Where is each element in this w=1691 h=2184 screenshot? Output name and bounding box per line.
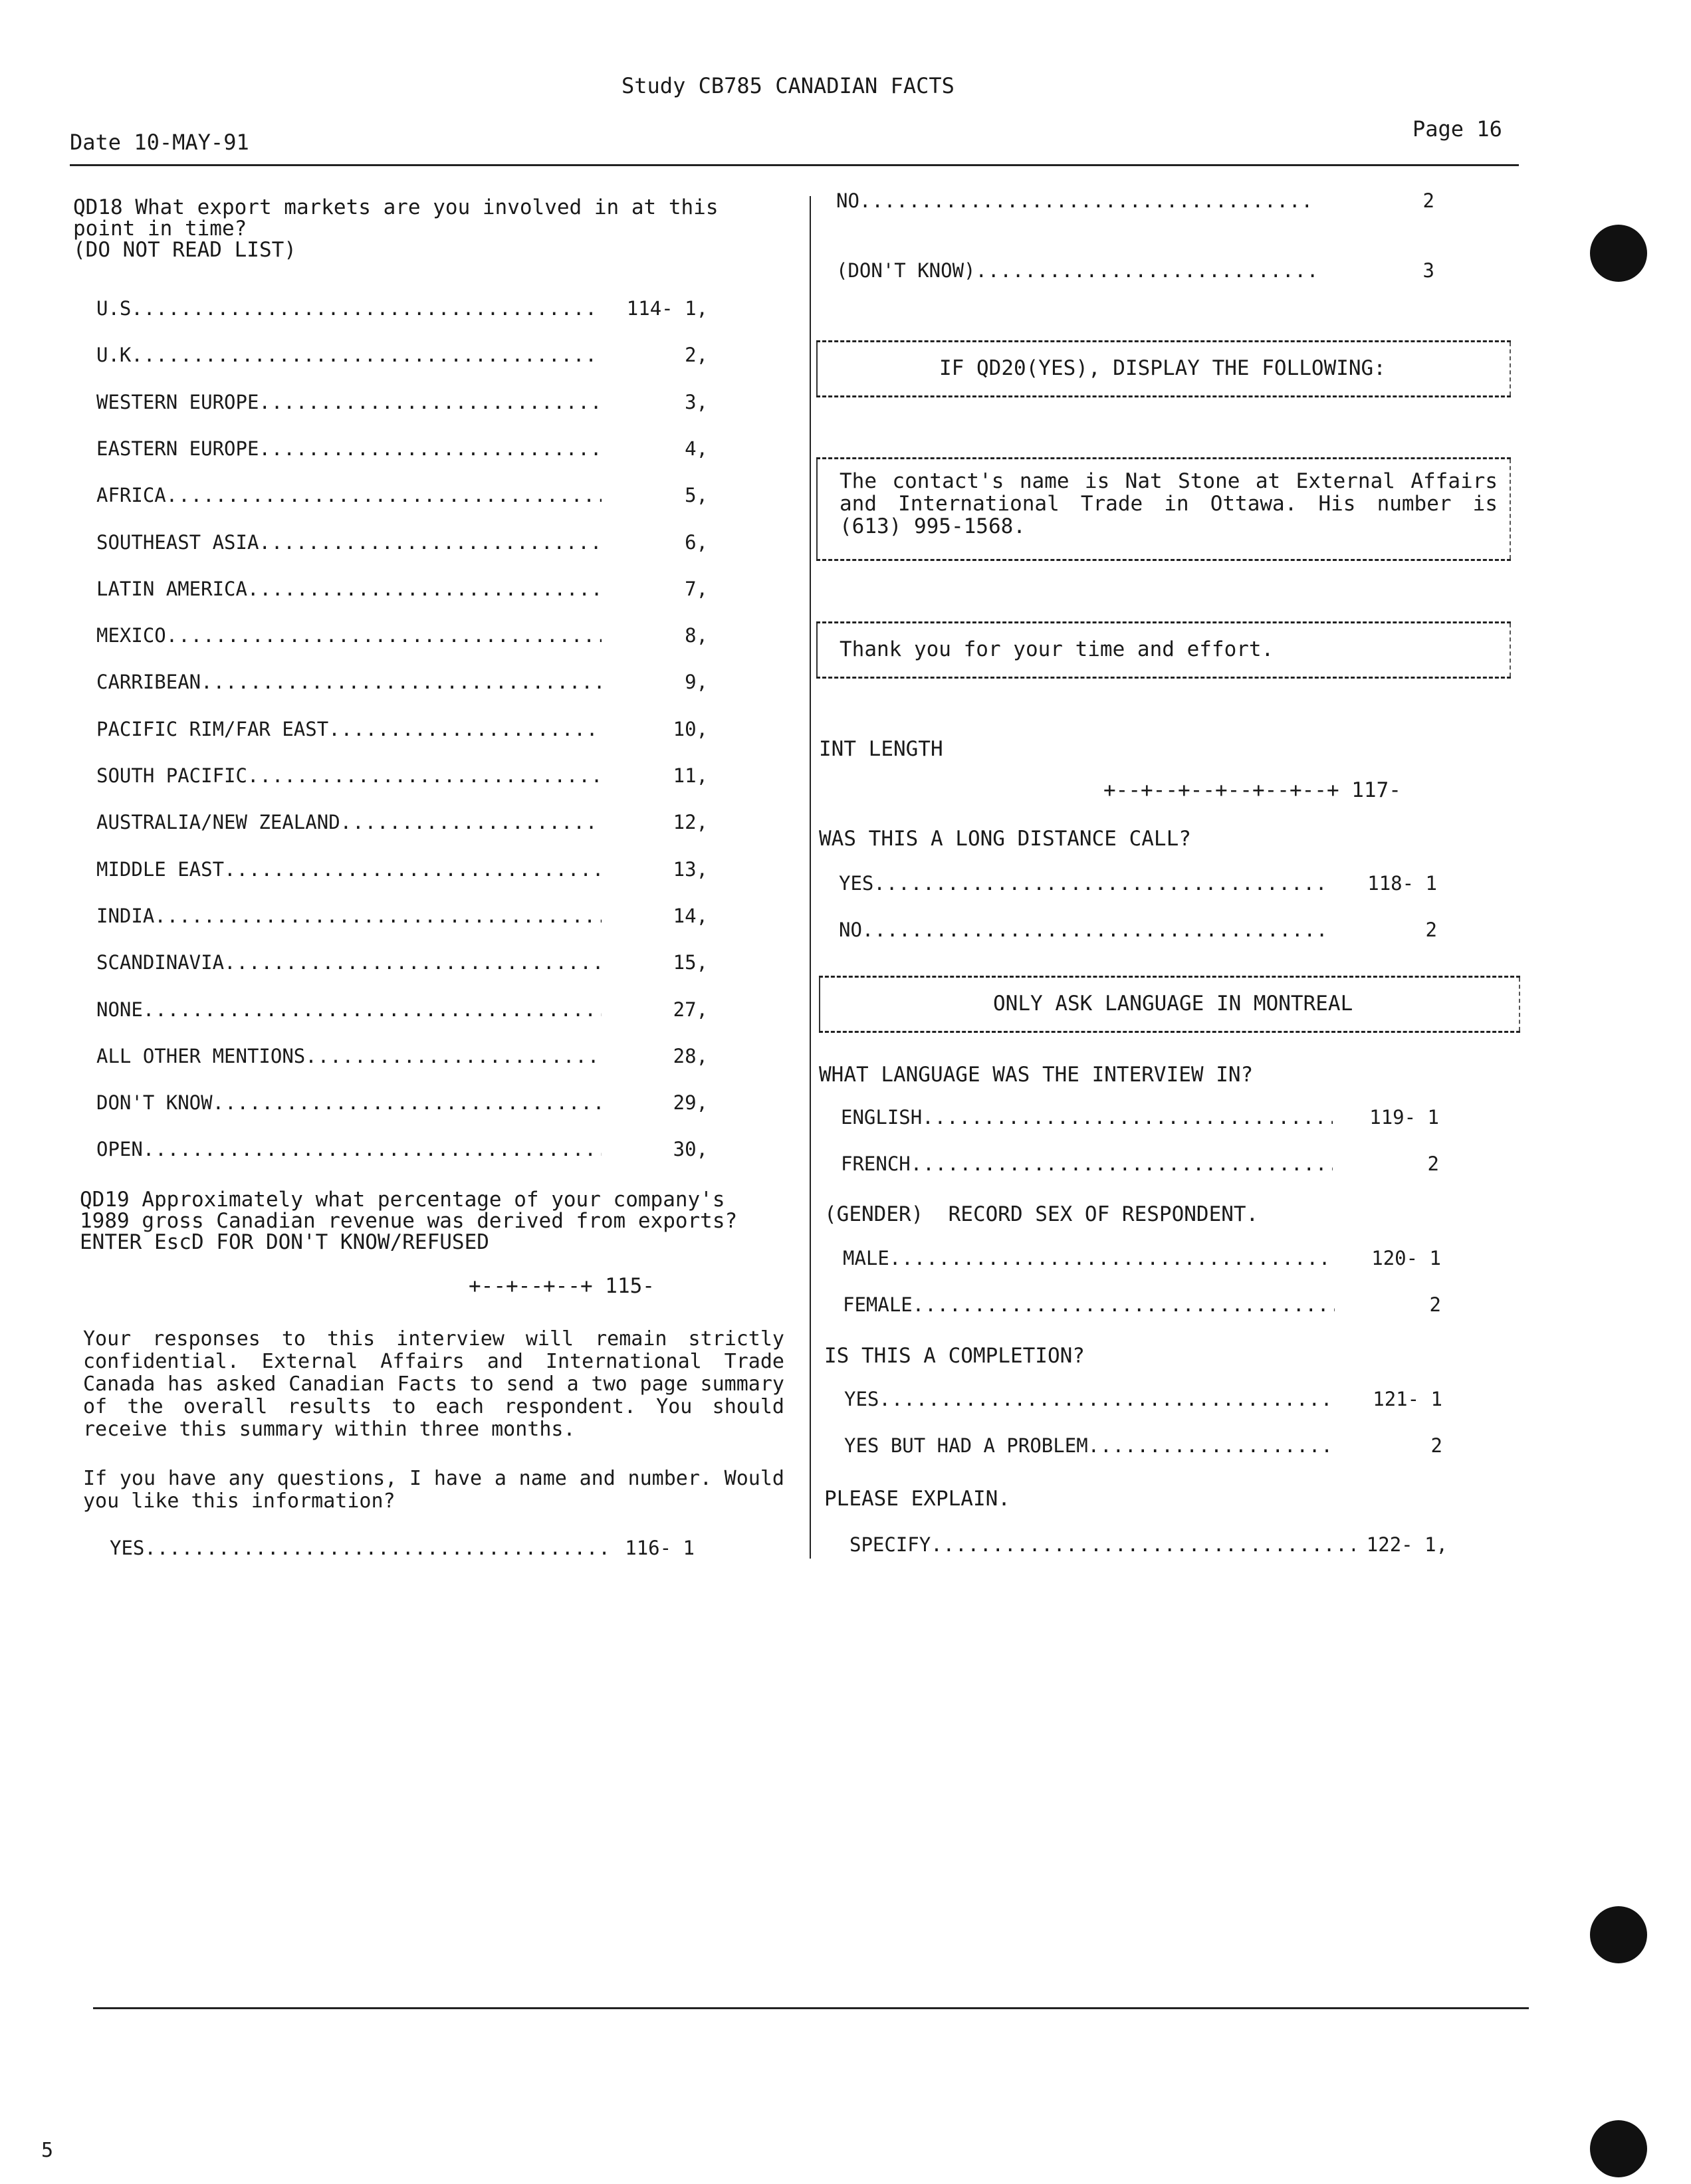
completion-question: IS THIS A COMPLETION? (824, 1344, 1085, 1368)
q18-option[interactable] (96, 905, 708, 927)
option-label: U.S (96, 297, 132, 320)
option-label: SCANDINAVIA (96, 951, 225, 974)
page-number: Page 16 (1412, 116, 1502, 142)
leader-dots (131, 297, 602, 320)
option-label: YES (839, 872, 874, 895)
option-code: 10, (673, 717, 708, 740)
option-label: DON'T KNOW (96, 1091, 213, 1115)
option-label: WESTERN EUROPE (96, 390, 259, 413)
leader-dots (862, 919, 1331, 941)
leader-dots (166, 624, 602, 647)
leader-dots (305, 1045, 602, 1067)
leader-dots (224, 951, 602, 974)
option-label: MEXICO (96, 624, 166, 647)
footer-rule (93, 2007, 1529, 2009)
display-instruction-text: IF QD20(YES), DISPLAY THE FOLLOWING: (939, 356, 1386, 380)
option-label: U.K (96, 344, 132, 367)
leader-dots (201, 671, 602, 693)
option-code: 6, (685, 530, 708, 554)
punch-hole-mark (1590, 2120, 1647, 2177)
q19-question-line1: QD19 Approximately what percentage of your company's (80, 1188, 725, 1212)
option-code: 120- 1 (1371, 1247, 1441, 1269)
q18-option[interactable] (96, 531, 708, 554)
q18-option[interactable] (96, 484, 708, 506)
option-code: 4, (685, 437, 708, 460)
leader-dots (213, 1091, 602, 1114)
leader-dots (143, 998, 602, 1021)
q18-option[interactable] (96, 951, 708, 974)
contact-info-box (816, 457, 1511, 561)
option-label: EASTERN EUROPE (96, 437, 259, 460)
option-label: OPEN (96, 1138, 143, 1161)
option-label: SOUTH PACIFIC (96, 764, 247, 787)
header-rule (70, 164, 1519, 166)
leader-dots (1088, 1434, 1336, 1457)
option-code: 30, (673, 1138, 708, 1161)
corner-mark: 5 (41, 2139, 54, 2162)
option-code: 119- 1 (1369, 1106, 1439, 1129)
leader-dots (154, 905, 602, 927)
language-question: WHAT LANGUAGE WAS THE INTERVIEW IN? (819, 1063, 1254, 1087)
option-code: 28, (673, 1044, 708, 1067)
punch-hole-mark (1590, 1906, 1647, 1963)
option-label: YES (110, 1537, 145, 1559)
option-code: 121- 1 (1373, 1388, 1442, 1410)
leader-dots (166, 484, 602, 506)
language-option[interactable] (841, 1106, 1439, 1129)
leader-dots (259, 437, 602, 460)
q18-question-line2: point in time? (73, 217, 247, 241)
option-label: SPECIFY (849, 1533, 931, 1556)
column-divider (810, 196, 811, 1559)
contact-offer-paragraph: If you have any questions, I have a name and number. Would you like this information? (83, 1467, 784, 1513)
option-code: 122- 1, (1366, 1533, 1448, 1556)
q18-option[interactable] (96, 1045, 708, 1067)
option-label: PACIFIC RIM/FAR EAST (96, 717, 329, 740)
language-option[interactable] (841, 1152, 1439, 1175)
q18-option[interactable] (96, 718, 708, 740)
option-code: 15, (673, 951, 708, 974)
leader-dots (879, 1388, 1336, 1410)
thanks-text: Thank you for your time and effort. (840, 637, 1274, 661)
leader-dots (859, 189, 1315, 212)
gender-option[interactable] (843, 1247, 1441, 1269)
option-code: 2 (1427, 1152, 1439, 1175)
option-code: 2 (1429, 1293, 1441, 1316)
leader-dots (259, 531, 602, 554)
gender-option[interactable] (843, 1293, 1441, 1316)
option-label: NONE (96, 998, 143, 1021)
specify-field[interactable] (849, 1533, 1448, 1556)
leader-dots (144, 1537, 608, 1559)
q18-instruction: (DO NOT READ LIST) (73, 238, 296, 262)
q18-option[interactable] (96, 764, 708, 787)
option-code: 2, (685, 344, 708, 367)
long-distance-option[interactable] (839, 919, 1437, 941)
leader-dots (889, 1247, 1335, 1269)
q19-entry-field[interactable]: +--+--+--+ 115- (469, 1274, 655, 1298)
leader-dots (224, 858, 602, 881)
leader-dots (247, 764, 602, 787)
contact-yes-option[interactable] (110, 1537, 695, 1559)
option-label: YES (844, 1388, 879, 1410)
q18-option[interactable] (96, 1138, 708, 1160)
q18-option[interactable] (96, 671, 708, 693)
q18-option[interactable] (96, 578, 708, 600)
q18-option[interactable] (96, 391, 708, 413)
option-label: INDIA (96, 904, 155, 927)
completion-option[interactable] (844, 1388, 1442, 1410)
option-label: NO (836, 189, 859, 212)
long-distance-option[interactable] (839, 872, 1437, 895)
option-code: 2 (1430, 1434, 1442, 1457)
confidentiality-paragraph: Your responses to this interview will remain strictly confidential. External Affairs and International Trade Canada has asked Canadian Facts to send a two page summary of the overall results to each respondent. You should receive this summary within three months. (83, 1327, 784, 1441)
leader-dots (976, 259, 1315, 282)
q18-option[interactable] (96, 344, 708, 366)
option-label: (DON'T KNOW) (836, 259, 976, 282)
option-label: MALE (843, 1247, 889, 1269)
option-code: 114- 1, (626, 297, 708, 320)
option-code: 9, (685, 671, 708, 694)
option-code: 118- 1 (1367, 872, 1437, 895)
option-code: 14, (673, 904, 708, 927)
q18-option[interactable] (96, 624, 708, 647)
option-code: 5, (685, 484, 708, 507)
option-code: 2 (1422, 189, 1434, 212)
long-distance-question: WAS THIS A LONG DISTANCE CALL? (819, 827, 1191, 851)
option-label: AUSTRALIA/NEW ZEALAND (96, 811, 340, 834)
gender-question: (GENDER) RECORD SEX OF RESPONDENT. (824, 1202, 1259, 1226)
leader-dots (143, 1138, 602, 1160)
option-code: 27, (673, 998, 708, 1021)
interview-length-label: INT LENGTH (819, 737, 943, 761)
leader-dots (873, 872, 1331, 895)
study-title: Study CB785 CANADIAN FACTS (621, 73, 955, 98)
option-code: 13, (673, 857, 708, 881)
option-label: CARRIBEAN (96, 671, 201, 694)
option-code: 3 (1422, 259, 1434, 282)
option-label: ENGLISH (841, 1106, 923, 1129)
interview-length-field[interactable]: +--+--+--+--+--+--+ 117- (1103, 778, 1401, 802)
q19-instruction: ENTER EscD FOR DON'T KNOW/REFUSED (80, 1230, 489, 1254)
option-label: MIDDLE EAST (96, 857, 225, 881)
option-label: SOUTHEAST ASIA (96, 530, 259, 554)
leader-dots (913, 1293, 1335, 1316)
option-code: 29, (673, 1091, 708, 1115)
option-code: 116- 1 (625, 1537, 695, 1559)
thanks-box (816, 621, 1511, 679)
q18-option[interactable] (96, 437, 708, 460)
contact-no-option[interactable] (836, 189, 1434, 212)
leader-dots (259, 391, 602, 413)
q18-option[interactable] (96, 811, 708, 833)
option-label: FEMALE (843, 1293, 913, 1316)
leader-dots (911, 1152, 1333, 1175)
completion-option[interactable] (844, 1434, 1442, 1457)
leader-dots (247, 578, 602, 600)
leader-dots (328, 718, 602, 740)
option-code: 11, (673, 764, 708, 787)
option-code: 2 (1425, 919, 1437, 941)
display-instruction-box (816, 340, 1511, 397)
q18-option[interactable] (96, 1091, 708, 1114)
leader-dots (931, 1533, 1355, 1556)
leader-dots (922, 1106, 1333, 1129)
leader-dots (131, 344, 602, 366)
report-date: Date 10-MAY-91 (70, 130, 249, 155)
q18-question-line1: QD18 What export markets are you involved in at this (73, 195, 719, 219)
option-label: ALL OTHER MENTIONS (96, 1044, 306, 1067)
option-code: 12, (673, 811, 708, 834)
option-code: 3, (685, 390, 708, 413)
contact-info-text: The contact's name is Nat Stone at External Affairs and International Trade in Ottawa. His number is (613) 995-1568. (840, 469, 1498, 538)
q18-option[interactable] (96, 998, 708, 1021)
contact-dont-know-option[interactable] (836, 259, 1434, 282)
please-explain-label: PLEASE EXPLAIN. (824, 1487, 1010, 1511)
option-code: 7, (685, 577, 708, 600)
option-label: FRENCH (841, 1152, 911, 1175)
q18-option[interactable] (96, 858, 708, 881)
option-label: LATIN AMERICA (96, 577, 247, 600)
option-label: AFRICA (96, 484, 166, 507)
language-instruction-text: ONLY ASK LANGUAGE IN MONTREAL (993, 992, 1353, 1016)
leader-dots (340, 811, 602, 833)
q18-option[interactable] (96, 297, 708, 320)
option-label: YES BUT HAD A PROBLEM (844, 1434, 1088, 1457)
option-label: NO (839, 919, 862, 941)
option-code: 8, (685, 624, 708, 647)
language-instruction-box (819, 976, 1520, 1033)
punch-hole-mark (1590, 225, 1647, 282)
q19-question-line2: 1989 gross Canadian revenue was derived from exports? (80, 1209, 738, 1233)
